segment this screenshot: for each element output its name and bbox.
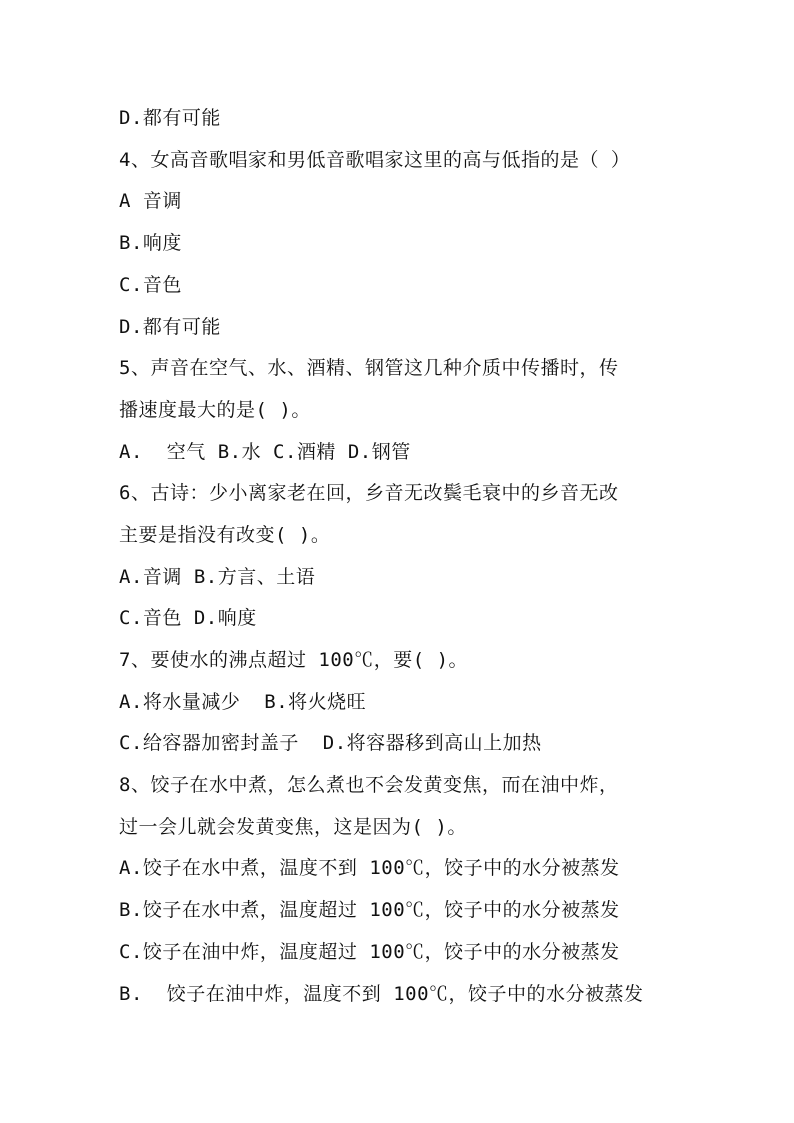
- question-8-line-1: 8、饺子在水中煮，怎么煮也不会发黄变焦，而在油中炸，: [119, 774, 619, 796]
- q7-options-cd: C.给容器加密封盖子 D.将容器移到高山上加热: [119, 732, 542, 754]
- question-4: 4、女高音歌唱家和男低音歌唱家这里的高与低指的是（ ）: [119, 149, 631, 171]
- question-8-line-2: 过一会儿就会发黄变焦，这是因为( )。: [119, 816, 467, 838]
- q4-option-a: A 音调: [119, 190, 182, 212]
- q4-option-d: D.都有可能: [119, 316, 221, 338]
- q8-option-d: B. 饺子在油中炸，温度不到 100℃，饺子中的水分被蒸发: [119, 983, 644, 1005]
- q6-options-cd: C.音色 D.响度: [119, 607, 257, 629]
- q8-option-a: A.饺子在水中煮，温度不到 100℃，饺子中的水分被蒸发: [119, 857, 620, 879]
- q4-option-b: B.响度: [119, 232, 182, 254]
- question-5-line-1: 5、声音在空气、水、酒精、钢管这几种介质中传播时，传: [119, 357, 619, 379]
- question-7: 7、要使水的沸点超过 100℃，要( )。: [119, 649, 469, 671]
- q8-option-c: C.饺子在油中炸，温度超过 100℃，饺子中的水分被蒸发: [119, 941, 620, 963]
- q8-option-b: B.饺子在水中煮，温度超过 100℃，饺子中的水分被蒸发: [119, 899, 620, 921]
- q4-option-c: C.音色: [119, 274, 182, 296]
- question-6-line-2: 主要是指没有改变( )。: [119, 524, 331, 546]
- q7-options-ab: A.将水量减少 B.将火烧旺: [119, 691, 367, 713]
- q5-options: A. 空气 B.水 C.酒精 D.钢管: [119, 441, 411, 463]
- q6-options-ab: A.音调 B.方言、土语: [119, 566, 316, 588]
- question-6-line-1: 6、古诗：少小离家老在回，乡音无改鬓毛衰中的乡音无改: [119, 482, 619, 504]
- question-5-line-2: 播速度最大的是( )。: [119, 399, 311, 421]
- q3-option-d: D.都有可能: [119, 107, 221, 129]
